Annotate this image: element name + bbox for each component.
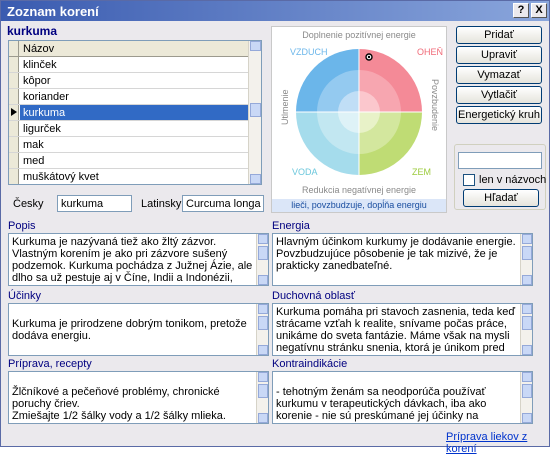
spice-list[interactable] xyxy=(8,40,262,185)
list-scrollbar[interactable] xyxy=(248,41,261,184)
czech-label: Česky xyxy=(13,198,44,210)
spiritual-label: Duchovná oblasť xyxy=(272,290,356,302)
title-bar[interactable] xyxy=(1,1,549,21)
description-text[interactable]: Kurkuma je nazývaná tiež ako žltý zázvor. Vlastným korením je ako pri zázvore sušený podzemok. Kurkuma pochádza z Južnej Ázie, ale dlho sa už pestuje aj v Číne, Indii a Indonézii, xyxy=(8,233,269,286)
contraindications-text[interactable]: - tehotným ženám sa neodporúča používať kurkumu v terapeutických dávkach, iba ako korenie - nie sú preskúmané jej účinky na xyxy=(272,371,533,424)
effects-label: Účinky xyxy=(8,290,42,302)
wheel-caption: lieči, povzbudzuje, dopĺňa energiu xyxy=(272,199,446,212)
list-item[interactable]: ligurček xyxy=(9,121,249,137)
help-button[interactable]: ? xyxy=(513,3,529,18)
wheel-top-label: Doplnenie pozitívnej energie xyxy=(302,30,416,40)
energy-label: Energia xyxy=(272,220,310,232)
earth-label: ZEM xyxy=(412,167,431,177)
recipes-text[interactable]: Žlčníkové a pečeňové problémy, chronické poruchy čriev. Zmiešajte 1/2 šálky vody a 1/2 šálky mlieka. xyxy=(8,371,269,424)
edit-button[interactable]: Upraviť xyxy=(456,46,542,64)
czech-name-field[interactable]: kurkuma xyxy=(57,195,132,212)
energy-wheel xyxy=(271,26,447,213)
energy-text[interactable]: Hlavným účinkom kurkumy je dodávanie energie. Povzbudzujúce pôsobenie je tak mizivé, že je prakticky zanedbateľné. xyxy=(272,233,533,286)
list-item[interactable]: muškátový kvet xyxy=(9,169,249,185)
list-header-indicator xyxy=(9,41,19,57)
scroll-up-arrow-icon[interactable] xyxy=(250,41,261,51)
list-item-selected[interactable]: kurkuma xyxy=(9,105,249,121)
scroll-down-arrow-icon[interactable] xyxy=(250,174,261,184)
recipes-label: Príprava, recepty xyxy=(8,358,92,370)
latin-name-field[interactable]: Curcuma longa xyxy=(182,195,264,212)
list-item[interactable]: mak xyxy=(9,137,249,153)
list-item[interactable]: kôpor xyxy=(9,73,249,89)
wheel-right-label: Povzbudenie xyxy=(430,79,440,132)
scrollbar[interactable] xyxy=(520,372,532,423)
contraindications-label: Kontraindikácie xyxy=(272,358,348,370)
fire-label: OHEŇ xyxy=(417,47,444,57)
list-item[interactable]: koriander xyxy=(9,89,249,105)
spice-heading: kurkuma xyxy=(7,24,58,38)
effects-text[interactable]: Kurkuma je prirodzene dobrým tonikom, pretože dodáva energiu. xyxy=(8,303,269,356)
list-item[interactable]: med xyxy=(9,153,249,169)
air-label: VZDUCH xyxy=(290,47,328,57)
scroll-thumb[interactable] xyxy=(250,103,261,117)
description-label: Popis xyxy=(8,220,36,232)
search-button[interactable]: Hľadať xyxy=(463,189,539,207)
add-button[interactable]: Pridať xyxy=(456,26,542,44)
names-only-label: len v názvoch xyxy=(479,174,547,186)
wheel-left-label: Utlmenie xyxy=(280,89,290,125)
list-item[interactable]: klinček xyxy=(9,57,249,73)
delete-button[interactable]: Vymazať xyxy=(456,66,542,84)
scrollbar[interactable] xyxy=(256,372,268,423)
scrollbar[interactable] xyxy=(520,234,532,285)
water-label: VODA xyxy=(292,167,318,177)
scrollbar[interactable] xyxy=(520,304,532,355)
energy-circle-button[interactable]: Energetický kruh xyxy=(456,106,542,124)
search-input[interactable] xyxy=(458,152,542,169)
close-button[interactable]: X xyxy=(531,3,547,18)
print-button[interactable]: Vytlačiť xyxy=(456,86,542,104)
row-pointer-icon xyxy=(9,105,19,120)
column-header-name[interactable]: Názov xyxy=(23,43,55,55)
spiritual-text[interactable]: Kurkuma pomáha pri stavoch zasnenia, teda keď strácame vzťah k realite, snívame počas práce, unikáme do sveta fantázie. Máme však na mysli negatívnu stránku snenia, ktorá je únikom pred xyxy=(272,303,533,356)
scrollbar[interactable] xyxy=(256,234,268,285)
remedies-link[interactable]: Príprava liekov z korení xyxy=(446,431,528,455)
list-header xyxy=(9,41,249,57)
names-only-checkbox[interactable] xyxy=(463,174,475,186)
scrollbar[interactable] xyxy=(256,304,268,355)
wheel-bottom-label: Redukcia negatívnej energie xyxy=(301,185,417,195)
latin-label: Latinsky xyxy=(141,198,182,210)
window-title: Zoznam korení xyxy=(7,4,99,19)
